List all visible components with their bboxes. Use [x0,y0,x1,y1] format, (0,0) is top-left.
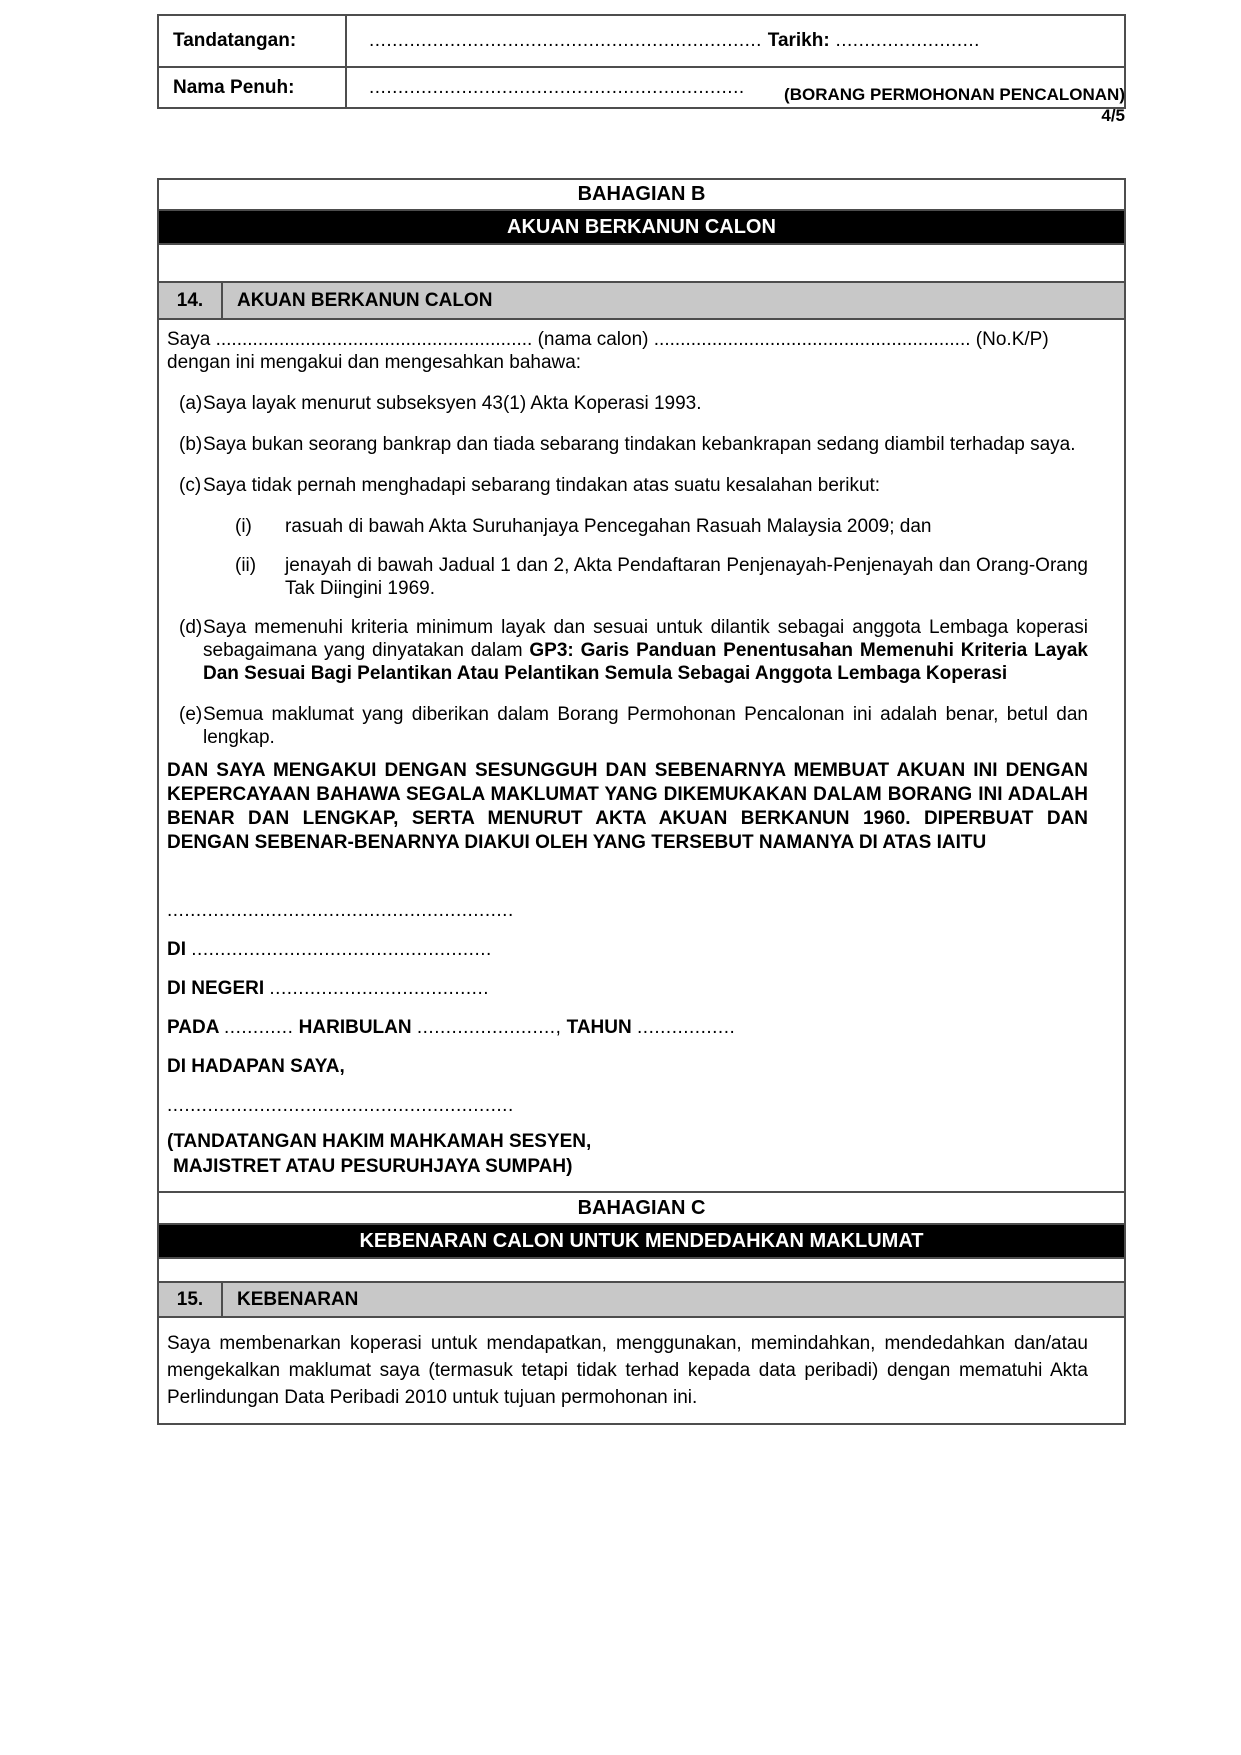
page-header [784,84,1125,126]
bahagian-c-subtitle-bar: KEBENARAN CALON UNTUK MENDEDAHKAN MAKLUMAT [159,1225,1124,1259]
subitem-ii-marker: (ii) [235,555,257,576]
name-label: (nama calon) [537,329,649,350]
signature-value [347,16,1124,66]
item-a-text: Saya layak menurut subseksyen 43(1) Akta Koperasi 1993. [203,393,702,414]
item-d-marker: (d) [179,617,203,638]
section-14-number: 14. [159,283,223,318]
witness-caption-line-2: MAJISTRET ATAU PESURUHJAYA SUMPAH) [173,1156,573,1177]
section-14-body [159,320,1124,1193]
id-fill-line: ............................................................ [653,329,971,350]
bahagian-c-title: BAHAGIAN C [159,1193,1124,1225]
list-item-a [167,392,1088,415]
section-14-header-row [159,283,1124,320]
before-me-line: DI HADAPAN SAYA, [167,1056,345,1077]
full-name-label: Nama Penuh: [159,68,347,107]
spacer-row-c [159,1259,1124,1283]
intro-line-1 [167,328,1088,351]
item-b-text: Saya bukan seorang bankrap dan tiada sebarang tindakan kebankrapan sedang diambil terhadap saya. [203,434,1076,455]
section-15-header-row [159,1283,1124,1318]
place-line [167,938,1088,961]
declaration-intro [167,328,1088,374]
date-line [167,1016,1088,1039]
witness-signature-line: ............................................................ [167,1095,514,1116]
place-fill: .................................................... [191,939,492,960]
item-c-text: Saya tidak pernah menghadapi sebarang tindakan atas suatu kesalahan berikut: [203,475,881,496]
signature-row [159,16,1124,68]
date-label: Tarikh: [767,30,830,51]
list-subitem-i [167,515,1088,538]
item-d-text-bold: GP3: Garis Panduan Penentusahan Memenuhi Kriteria Layak Dan Sesuai Bagi Pelantikan Atau Pelantikan Semula Sebagai Anggota Lembaga Koperasi [203,640,1088,684]
section-14-heading: AKUAN BERKANUN CALON [237,289,493,311]
page-number: 4/5 [1101,106,1125,125]
list-item-b [167,433,1088,456]
consent-paragraph: Saya membenarkan koperasi untuk mendapatkan, menggunakan, memindahkan, mendedahkan dan/atau mengekalkan maklumat saya (termasuk tetapi tidak terhad kepada data peribadi) dengan mematuhi Akta Perlindungan Data Peribadi 2010 untuk tujuan permohonan ini. [167,1333,1088,1408]
state-fill: ...................................... [269,978,490,999]
list-item-d [167,616,1088,685]
full-name-fill: ................................................................. [369,76,745,98]
spacer-row-b [159,245,1124,283]
date-label-tahun: TAHUN [566,1017,632,1038]
date-label-pada: PADA [167,1017,219,1038]
state-line [167,977,1088,1000]
statutory-oath-paragraph: DAN SAYA MENGAKUI DENGAN SESUNGGUH DAN SEBENARNYA MEMBUAT AKUAN INI DENGAN KEPERCAYAAN BAHAWA SEGALA MAKLUMAT YANG DIKEMUKAKAN DALAM BORANG INI ADALAH BENAR DAN LENGKAP, SERTA MENURUT AKTA AKUAN BERKANUN 1960. DIPERBUAT DAN DENGAN SEBENAR-BENARNYA DIAKUI OLEH YANG TERSEBUT NAMANYA DI ATAS IAITU [167,760,1088,853]
place-label: DI [167,939,186,960]
form-reference: (BORANG PERMOHONAN PENCALONAN) [784,85,1125,104]
id-label: (No.K/P) [975,329,1049,350]
witness-caption-line-1: (TANDATANGAN HAKIM MAHKAMAH SESYEN, [167,1131,592,1152]
date-year-fill: ................. [637,1017,736,1038]
item-e-marker: (e) [179,704,203,725]
date-fill: ......................... [835,30,980,51]
bahagian-b-subtitle-bar: AKUAN BERKANUN CALON [159,211,1124,245]
item-d-text [203,616,1088,685]
section-15-body [159,1318,1124,1423]
list-subitem-ii [167,554,1088,600]
main-form-table [157,178,1126,1425]
item-a-marker: (a) [179,393,203,414]
subitem-i-marker: (i) [235,516,252,537]
signature-fill: .................................................................... [369,30,762,51]
section-15-number: 15. [159,1283,223,1316]
signature-label: Tandatangan: [159,16,347,66]
date-day-fill: ............ [224,1017,294,1038]
bahagian-b-title: BAHAGIAN B [159,180,1124,211]
date-label-haribulan: HARIBULAN [298,1017,412,1038]
item-b-marker: (b) [179,434,203,455]
list-item-c [167,474,1088,497]
state-label: DI NEGERI [167,978,265,999]
subitem-ii-text: jenayah di bawah Jadual 1 dan 2, Akta Pendaftaran Penjenayah-Penjenayah dan Orang-Orang Tak Diingini 1969. [285,555,1088,599]
witness-caption [167,1129,1088,1179]
list-item-e [167,703,1088,749]
intro-prefix: Saya [167,329,211,350]
section-15-heading: KEBENARAN [237,1288,359,1310]
intro-line-2: dengan ini mengakui dan mengesahkan bahawa: [167,352,582,373]
subitem-i-text: rasuah di bawah Akta Suruhanjaya Pencegahan Rasuah Malaysia 2009; dan [285,516,932,537]
name-fill-line: ............................................................ [215,329,533,350]
item-e-text: Semua maklumat yang diberikan dalam Borang Permohonan Pencalonan ini adalah benar, betul dan lengkap. [203,704,1088,748]
item-c-marker: (c) [179,475,202,496]
date-month-fill: ........................, [416,1017,562,1038]
declarant-signature-line: ............................................................ [167,900,514,921]
item-d-text-normal: Saya memenuhi kriteria minimum layak dan sesuai untuk dilantik sebagai anggota Lembaga koperasi sebagaimana yang dinyatakan dalam [203,617,1088,661]
